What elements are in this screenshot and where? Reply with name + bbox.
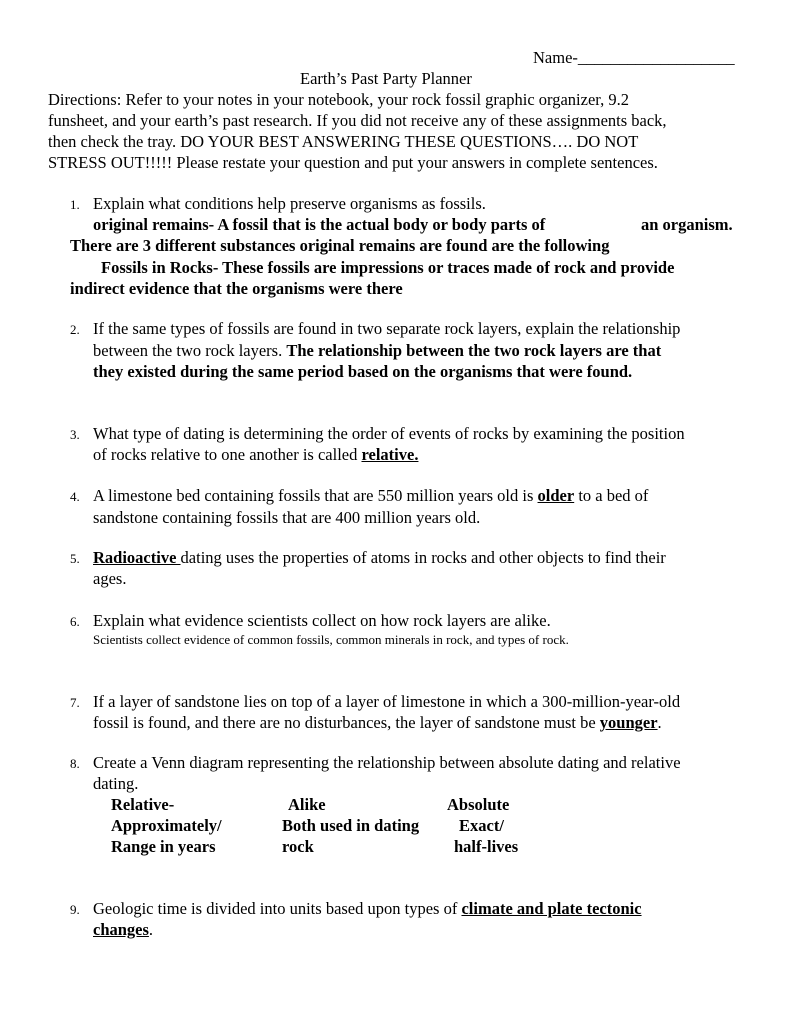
question-9-text: Geologic time is divided into units based upon types of — [93, 899, 462, 918]
question-7-line-2 — [93, 712, 662, 733]
answer-1-line-1b: an organism. — [641, 215, 733, 234]
venn-alike-2: Both used in dating — [282, 816, 420, 835]
page-title: Earth’s Past Party Planner — [300, 69, 472, 88]
answer-1-line-2: There are 3 different substances original remains are found are the following — [70, 236, 610, 255]
question-number: 7. — [70, 695, 80, 710]
venn-absolute-2: Exact/ — [459, 816, 504, 835]
question-4-text-pre: A limestone bed containing fossils that are 550 million years old is — [93, 486, 538, 505]
question-7-text: fossil is found, and there are no disturbances, the layer of sandstone must be — [93, 713, 600, 732]
question-8-line-1: Create a Venn diagram representing the relationship between absolute dating and relative — [93, 753, 681, 772]
question-number: 4. — [70, 489, 80, 504]
venn-absolute-3: half-lives — [454, 837, 519, 856]
venn-relative-2: Approximately/ — [111, 816, 222, 835]
question-2-line-1: If the same types of fossils are found in two separate rock layers, explain the relationship — [93, 319, 681, 338]
answer-1-line-1a: original remains- A fossil that is the actual body or body parts of — [93, 215, 546, 234]
answer-7: younger — [599, 713, 658, 732]
question-number: 2. — [70, 322, 80, 337]
venn-alike-3: rock — [282, 837, 314, 856]
answer-2-part-2: they existed during the same period based on the organisms that were found. — [93, 362, 633, 381]
question-number: 1. — [70, 197, 80, 212]
name-label: Name- — [533, 48, 578, 67]
answer-3: relative. — [361, 445, 419, 464]
question-4-text-post: to a bed of — [574, 486, 649, 505]
question-5-text: dating uses the properties of atoms in rocks and other objects to find their — [180, 548, 666, 567]
question-8-line-2: dating. — [93, 774, 139, 793]
answer-1-line-4: indirect evidence that the organisms were there — [70, 279, 403, 298]
name-field — [533, 47, 735, 68]
question-9-line-2 — [93, 919, 153, 940]
question-5-line-1 — [93, 547, 666, 568]
answer-9-part-2: changes — [93, 920, 149, 939]
question-3-text: of rocks relative to one another is called — [93, 445, 362, 464]
answer-6: Scientists collect evidence of common fossils, common minerals in rock, and types of rock. — [93, 632, 569, 647]
question-4-line-1 — [93, 485, 648, 506]
answer-4: older — [537, 486, 575, 505]
question-number: 6. — [70, 614, 80, 629]
answer-1-line-3: Fossils in Rocks- These fossils are impressions or traces made of rock and provide — [101, 258, 675, 277]
question-9-period: . — [148, 920, 154, 939]
question-number: 8. — [70, 756, 80, 771]
venn-relative-1: Relative- — [111, 795, 175, 814]
venn-alike-1: Alike — [288, 795, 326, 814]
venn-absolute-1: Absolute — [447, 795, 510, 814]
answer-9-part-1: climate and plate tectonic — [461, 899, 642, 918]
directions-line-1: Directions: Refer to your notes in your notebook, your rock fossil graphic organizer, 9.2 — [48, 90, 629, 109]
question-number: 3. — [70, 427, 80, 442]
question-3-line-2 — [93, 444, 418, 465]
directions-line-4: STRESS OUT!!!!! Please restate your question and put your answers in complete sentences. — [48, 153, 658, 172]
directions-line-2: funsheet, and your earth’s past research. If you did not receive any of these assignments back, — [48, 111, 667, 130]
name-blank: ___________________ — [577, 48, 735, 67]
question-3-line-1: What type of dating is determining the order of events of rocks by examining the position — [93, 424, 685, 443]
question-5-line-2: ages. — [93, 569, 127, 588]
question-2-line-2 — [93, 340, 661, 361]
question-1-text: Explain what conditions help preserve organisms as fossils. — [93, 194, 486, 213]
answer-2-part-1: The relationship between the two rock layers are that — [286, 341, 662, 360]
directions-line-3: then check the tray. DO YOUR BEST ANSWERING THESE QUESTIONS…. DO NOT — [48, 132, 639, 151]
venn-relative-3: Range in years — [111, 837, 216, 856]
question-2-text: between the two rock layers. — [93, 341, 287, 360]
question-number: 5. — [70, 551, 80, 566]
question-7-line-1: If a layer of sandstone lies on top of a layer of limestone in which a 300-million-year-old — [93, 692, 681, 711]
answer-5: Radioactive — [93, 548, 181, 567]
question-number: 9. — [70, 902, 80, 917]
question-4-line-2: sandstone containing fossils that are 400 million years old. — [93, 508, 481, 527]
question-9-line-1 — [93, 898, 642, 919]
question-6-text: Explain what evidence scientists collect on how rock layers are alike. — [93, 611, 551, 630]
question-7-period: . — [657, 713, 662, 732]
